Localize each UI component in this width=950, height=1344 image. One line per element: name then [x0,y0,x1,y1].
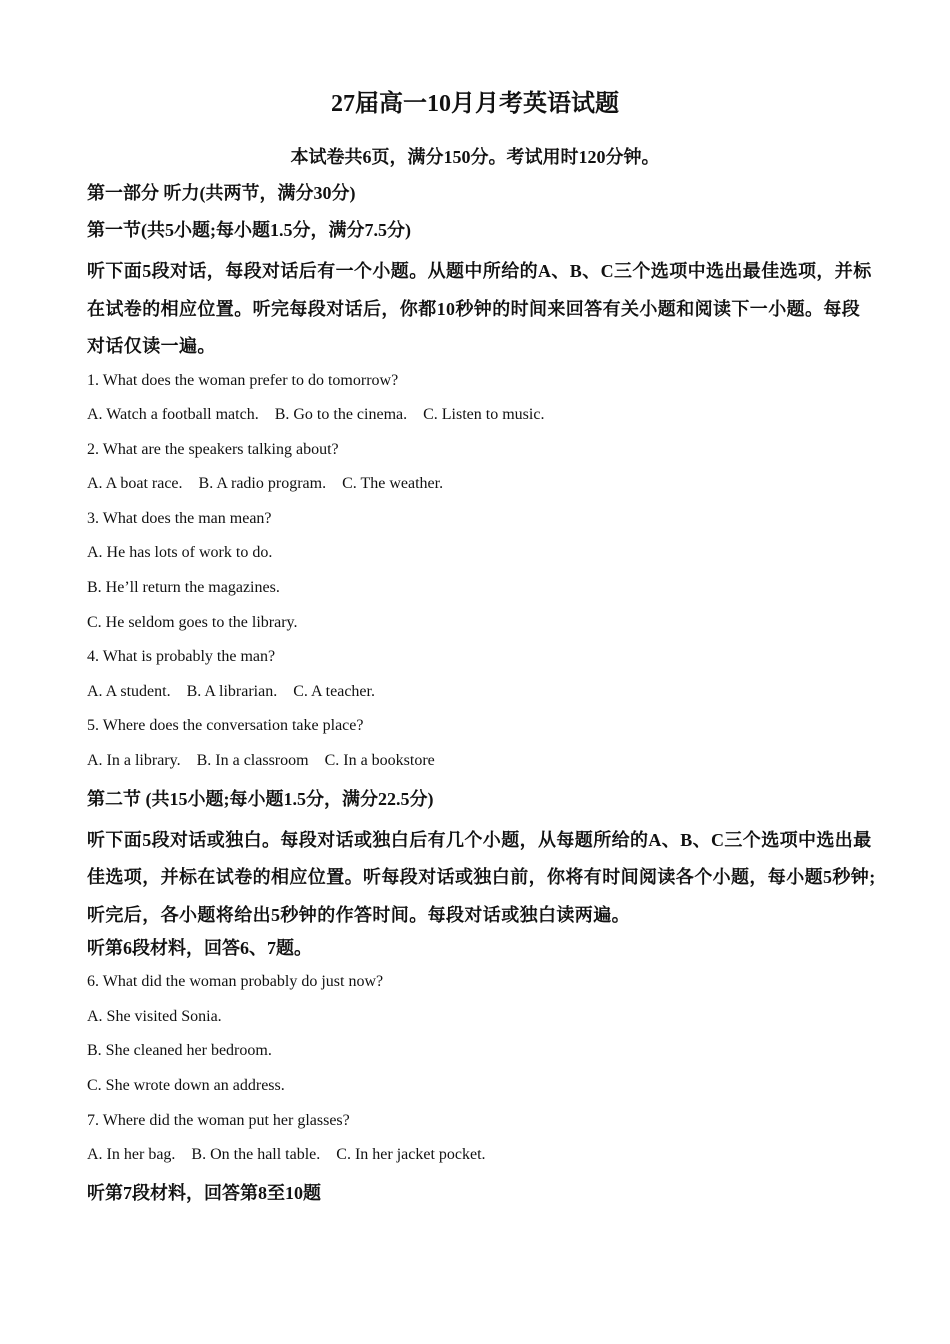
question-5-options: A. In a library. B. In a classroom C. In a bookstore [87,752,435,770]
section2-instructions: 听下面5段对话或独白。每段对话或独白后有几个小题，从每题所给的A、B、C三个选项中选出最佳选项，并标在试卷的相应位置。听每段对话或独白前，你将有时间阅读各个小题，每小题5秒钟;听完后，各小题将给出5秒钟的作答时间。每段对话或独白读两遍。 [87,829,876,925]
question-2-options: A. A boat race. B. A radio program. C. The weather. [87,475,444,493]
question-7: 7. Where did the woman put her glasses? [87,1111,350,1129]
section1-heading: 第一节(共5小题;每小题1.5分，满分7.5分) [87,220,411,240]
page-title: 27届高一10月月考英语试题 [331,91,619,117]
question-1: 1. What does the woman prefer to do tomorrow? [87,371,399,389]
exam-body [87,179,877,1216]
question-5: 5. Where does the conversation take place? [87,717,364,735]
question-2: 2. What are the speakers talking about? [87,440,339,458]
question-3-option-a: A. He has lots of work to do. [87,544,273,562]
question-3: 3. What does the man mean? [87,509,272,527]
question-6-option-a: A. She visited Sonia. [87,1007,222,1025]
question-4: 4. What is probably the man? [87,648,276,666]
material6-heading: 听第6段材料，回答6、7题。 [87,938,312,959]
question-3-option-c: C. He seldom goes to the library. [87,613,298,631]
exam-info: 本试卷共6页，满分150分。考试用时120分钟。 [290,147,660,167]
question-7-options: A. In her bag. B. On the hall table. C. In her jacket pocket. [87,1146,486,1164]
question-1-options: A. Watch a football match. B. Go to the cinema. C. Listen to music. [87,406,545,424]
question-3-option-b: B. He’ll return the magazines. [87,579,280,597]
section2-heading: 第二节 (共15小题;每小题1.5分，满分22.5分) [87,788,434,809]
question-4-options: A. A student. B. A librarian. C. A teacher. [87,682,375,700]
section1-instructions: 听下面5段对话，每段对话后有一个小题。从题中所给的A、B、C三个选项中选出最佳选项，并标在试卷的相应位置。听完每段对话后，你都10秒钟的时间来回答有关小题和阅读下一小题。每段对话仅读一遍。 [87,261,872,356]
question-6: 6. What did the woman probably do just now? [87,973,384,991]
material7-heading: 听第7段材料，回答第8至10题 [87,1182,321,1203]
part1-heading: 第一部分 听力(共两节，满分30分) [87,183,356,203]
question-6-option-b: B. She cleaned her bedroom. [87,1042,272,1060]
question-6-option-c: C. She wrote down an address. [87,1076,285,1094]
